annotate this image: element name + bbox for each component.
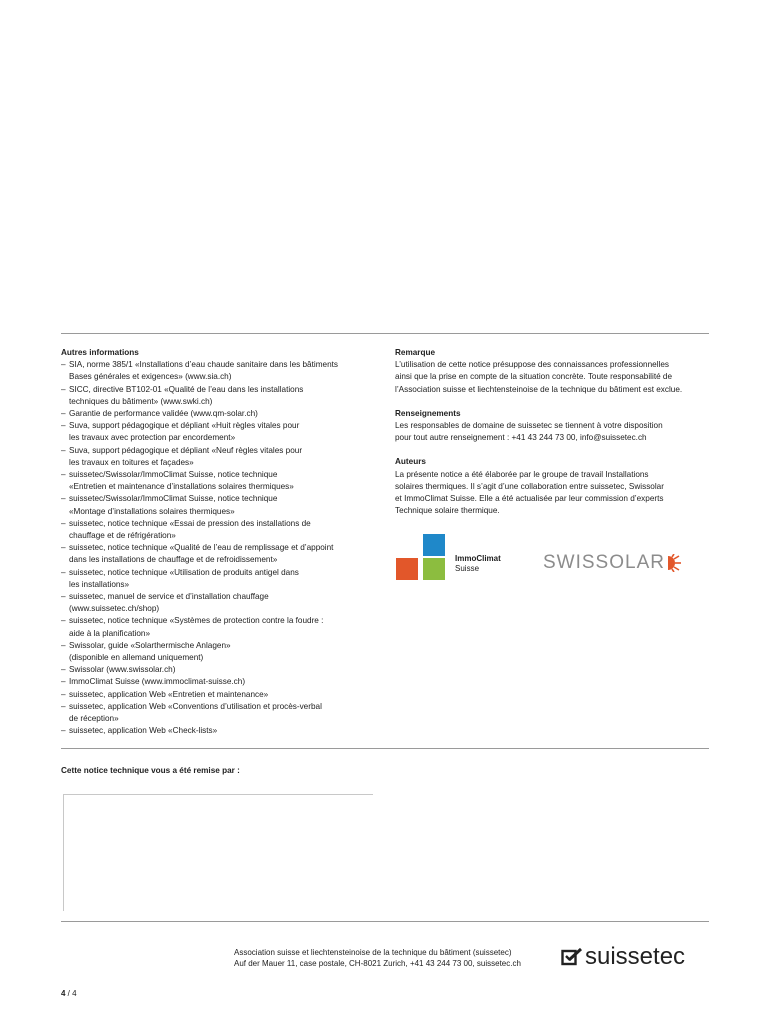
bottom-divider [61,921,709,922]
auteurs-line: Technique solaire thermique. [395,506,500,516]
swissolar-logo [543,551,682,575]
reference-line: – suissetec/Swissolar/ImmoClimat Suisse, notice technique [69,494,278,504]
reference-line: – suissetec, application Web «Check-lists» [69,726,218,736]
auteurs-line: solaires thermiques. Il s’agit d’une collaboration entre suissetec, Swissolar [395,481,664,491]
suissetec-mark-icon [561,947,583,967]
renseignements-line: pour tout autre renseignement : +41 43 244 73 00, info@suissetec.ch [395,433,647,443]
page-total: 4 [72,989,77,998]
auteurs-heading: Auteurs [395,457,426,467]
immoclimat-orange-square [396,558,418,580]
reference-item [61,664,381,676]
reference-line: les travaux en toitures et façades» [69,457,194,467]
reference-item [61,469,381,493]
swissolar-wordmark: SWISSOLAR [543,552,665,573]
reference-line: – suissetec, notice technique «Qualité de l’eau de remplissage et d’appoint [69,543,334,553]
reference-line: – Swissolar, guide «Solarthermische Anlagen» [69,640,231,650]
reference-item [61,518,381,542]
reference-line: – suissetec/Swissolar/ImmoClimat Suisse, notice technique [69,470,278,480]
reference-line: – Suva, support pédagogique et dépliant «Huit règles vitales pour [69,421,300,431]
reference-item [61,615,381,639]
renseignements-heading: Renseignements [395,408,461,418]
references-list [61,359,381,737]
auteurs-line: et ImmoClimat Suisse. Elle a été actualisée par leur commission d’experts [395,494,664,504]
remarque-line: ainsi que la prise en compte de la situation concrète. Toute responsabilité de [395,372,673,382]
reference-line: «Montage d’installations solaires thermiques» [69,506,235,516]
suissetec-wordmark: suissetec [585,943,686,970]
autres-informations-section [61,347,381,738]
reference-line: (disponible en allemand uniquement) [69,653,204,663]
reference-item [61,445,381,469]
auteurs-text [395,469,715,518]
reference-line: aide à la planification» [69,628,151,638]
auteurs-line: La présente notice a été élaborée par le groupe de travail Installations [395,469,649,479]
reference-line: – Swissolar (www.swissolar.ch) [69,665,176,675]
sun-icon [666,554,682,572]
immoclimat-name: ImmoClimat [455,554,501,563]
reference-item [61,420,381,444]
footer-address [234,947,521,969]
remarque-text [395,359,715,396]
footer-line: Association suisse et liechtensteinoise de la technique du bâtiment (suissetec) [234,948,512,957]
suissetec-logo [561,943,685,971]
immoclimat-logo [396,534,516,580]
reference-line: Bases générales et exigences» (www.sia.ch) [69,372,232,382]
reference-item [61,640,381,664]
stamp-area [63,794,373,911]
autres-informations-heading: Autres informations [61,348,139,357]
immoclimat-blue-square [423,534,445,556]
middle-divider [61,748,709,749]
remarque-line: l’Association suisse et liechtensteinoise de la technique du bâtiment est exclue. [395,384,683,394]
reference-line: – SIA, norme 385/1 «Installations d’eau chaude sanitaire dans les bâtiments [69,360,338,370]
reference-item [61,542,381,566]
reference-line: – ImmoClimat Suisse (www.immoclimat-suisse.ch) [69,677,246,687]
page-current: 4 [61,989,66,998]
reference-line: – Suva, support pédagogique et dépliant «Neuf règles vitales pour [69,445,303,455]
reference-line: chauffage et de réfrigération» [69,531,176,541]
reference-line: – suissetec, notice technique «Utilisation de produits antigel dans [69,567,299,577]
right-column [395,347,715,529]
reference-item [61,359,381,383]
renseignements-text [395,420,715,444]
reference-line: de réception» [69,714,119,724]
reference-item [61,493,381,517]
footer-line: Auf der Mauer 11, case postale, CH-8021 Zurich, +41 43 244 73 00, suissetec.ch [234,959,521,968]
reference-line: – suissetec, application Web «Conventions d’utilisation et procès-verbal [69,701,322,711]
reference-line: les installations» [69,579,130,589]
remarque-heading: Remarque [395,348,436,357]
reference-line: – suissetec, application Web «Entretien et maintenance» [69,689,269,699]
top-divider [61,333,709,334]
reference-line: dans les installations de chauffage et de refroidissement» [69,555,278,565]
immoclimat-wordmark [455,554,501,574]
reference-item [61,676,381,688]
immoclimat-country: Suisse [455,564,480,573]
reference-line: techniques du bâtiment» (www.swki.ch) [69,396,213,406]
reference-line: – suissetec, manuel de service et d’installation chauffage [69,592,269,602]
reference-item [61,408,381,420]
page-number [61,989,77,998]
reference-line: les travaux avec protection par encordement» [69,433,236,443]
renseignements-line: Les responsables de domaine de suissetec se tiennent à votre disposition [395,421,663,431]
reference-line: «Entretien et maintenance d’installations solaires thermiques» [69,482,294,492]
reference-item [61,725,381,737]
page-separator: / [65,989,73,998]
reference-item [61,567,381,591]
remise-label: Cette notice technique vous a été remise par : [61,766,240,775]
reference-line: – Garantie de performance validée (www.qm-solar.ch) [69,409,258,419]
reference-item [61,689,381,701]
reference-line: – SICC, directive BT102-01 «Qualité de l’eau dans les installations [69,384,304,394]
reference-item [61,701,381,725]
reference-item [61,591,381,615]
immoclimat-green-square [423,558,445,580]
remarque-line: L’utilisation de cette notice présuppose des connaissances professionnelles [395,360,670,370]
reference-line: – suissetec, notice technique «Essai de pression des installations de [69,518,311,528]
reference-line: (www.suissetec.ch/shop) [69,604,160,614]
reference-line: – suissetec, notice technique «Systèmes de protection contre la foudre : [69,616,324,626]
reference-item [61,384,381,408]
